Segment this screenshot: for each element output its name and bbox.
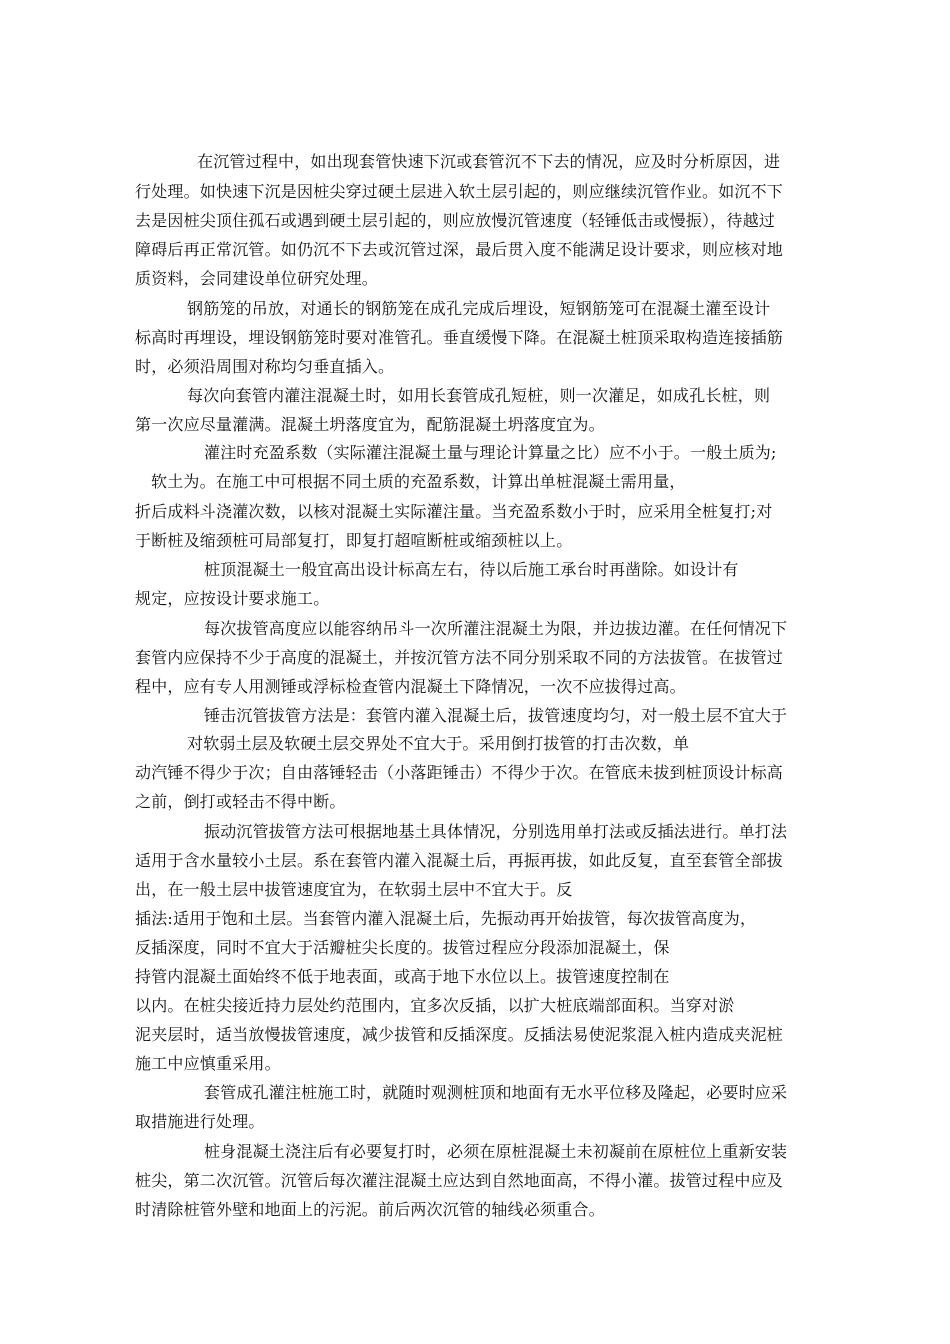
text-line: 钢筋笼的吊放，对通长的钢筋笼在成孔完成后埋设，短钢筋笼可在混凝土灌至设计: [187, 299, 771, 318]
text-line: 以内。在桩尖接近持力层处约范围内，宜多次反插，以扩大桩底端部面积。当穿对淤: [135, 996, 735, 1015]
text-line: 折后成料斗浇灌次数，以核对混凝土实际灌注量。当充盈系数小于时，应采用全桩复打;对: [135, 502, 773, 521]
text-line: 反插深度，同时不宜大于活瓣桩尖长度的。拔管过程应分段添加混凝土，保: [135, 938, 670, 957]
text-line: 标高时再埋设，埋设钢筋笼时要对准管孔。垂直缓慢下降。在混凝土桩顶采取构造连接插筋: [135, 328, 784, 347]
text-line: 泥夹层时，适当放慢拔管速度，减少拔管和反插深度。反插法易使泥浆混入桩内造成夹泥桩: [135, 1025, 784, 1044]
text-line: 桩身混凝土浇注后有必要复打时，必须在原桩混凝土未初凝前在原桩位上重新安装: [204, 1142, 788, 1161]
text-line: 程中，应有专人用测锤或浮标检查管内混凝土下降情况，一次不应拔得过高。: [135, 677, 686, 696]
text-line: 去是因桩尖顶住孤石或遇到硬土层引起的，则应放慢沉管速度（轻锤低击或慢振），待越过: [135, 211, 776, 230]
text-line: 于断桩及缩颈桩可局部复打，即复打超喧断桩或缩颈桩以上。: [135, 531, 573, 550]
text-line: 软土为。在施工中可根据不同土质的充盈系数，计算出单桩混凝土需用量，: [151, 472, 686, 491]
text-line: 在沉管过程中，如出现套管快速下沉或套管沉不下去的情况，应及时分析原因，进: [197, 152, 781, 171]
text-line: 插法:适用于饱和土层。当套管内灌入混凝土后，先振动再开始拔管，每次拔管高度为，: [135, 909, 757, 928]
text-line: 行处理。如快速下沉是因桩尖穿过硬土层进入软土层引起的，则应继续沉管作业。如沉不下: [135, 182, 784, 201]
text-line: 之前，倒打或轻击不得中断。: [135, 792, 346, 811]
text-line: 锤击沉管拔管方法是：套管内灌入混凝土后，拔管速度均匀，对一般土层不宜大于: [204, 706, 788, 725]
text-line: 桩尖，第二次沉管。沉管后每次灌注混凝土应达到自然地面高，不得小灌。拔管过程中应及: [135, 1171, 784, 1190]
text-line: 每次向套管内灌注混凝土时，如用长套管成孔短桩，则一次灌足，如成孔长桩，则: [187, 386, 771, 405]
text-line: 取措施进行处理。: [135, 1112, 265, 1131]
text-line: 时清除桩管外壁和地面上的污泥。前后两次沉管的轴线必须重合。: [135, 1200, 605, 1219]
text-line: 持管内混凝土面始终不低于地表面，或高于地下水位以上。拔管速度控制在: [135, 967, 670, 986]
text-line: 质资料，会同建设单位研究处理。: [135, 269, 379, 288]
text-line: 桩顶混凝土一般宜高出设计标高左右，待以后施工承台时再凿除。如设计有: [204, 560, 739, 579]
text-line: 振动沉管拔管方法可根据地基土具体情况，分别选用单打法或反插法进行。单打法: [204, 822, 788, 841]
text-line: 障碍后再正常沉管。如仍沉不下去或沉管过深，最后贯入度不能满足设计要求，则应核对地: [135, 240, 784, 259]
text-line: 套管成孔灌注桩施工时，就随时观测桩顶和地面有无水平位移及隆起，必要时应采: [204, 1083, 788, 1102]
text-line: 灌注时充盈系数（实际灌注混凝土量与理论计算量之比）应不小于。一般土质为;: [204, 443, 777, 462]
text-line: 规定，应按设计要求施工。: [135, 589, 330, 608]
text-line: 出，在一般土层中拔管速度宜为，在软弱土层中不宜大于。反: [135, 880, 573, 899]
text-line: 适用于含水量较小土层。系在套管内灌入混凝土后，再振再拔，如此反复，直至套管全部拔: [135, 851, 784, 870]
text-line: 每次拔管高度应以能容纳吊斗一次所灌注混凝土为限，并边拔边灌。在任何情况下: [204, 619, 788, 638]
text-line: 时，必须沿周围对称均匀垂直插入。: [135, 357, 395, 376]
text-line: 对软弱土层及软硬土层交界处不宜大于。采用倒打拔管的打击次数，单: [187, 734, 690, 753]
text-line: 动汽锤不得少于次；自由落锤轻击（小落距锤击）不得少于次。在管底未拔到桩顶设计标高: [135, 763, 784, 782]
text-line: 套管内应保持不少于高度的混凝土，并按沉管方法不同分别采取不同的方法拔管。在拔管过: [135, 648, 784, 667]
text-line: 施工中应慎重采用。: [135, 1054, 281, 1073]
text-line: 第一次应尽量灌满。混凝土坍落度宜为，配筋混凝土坍落度宜为。: [135, 415, 605, 434]
